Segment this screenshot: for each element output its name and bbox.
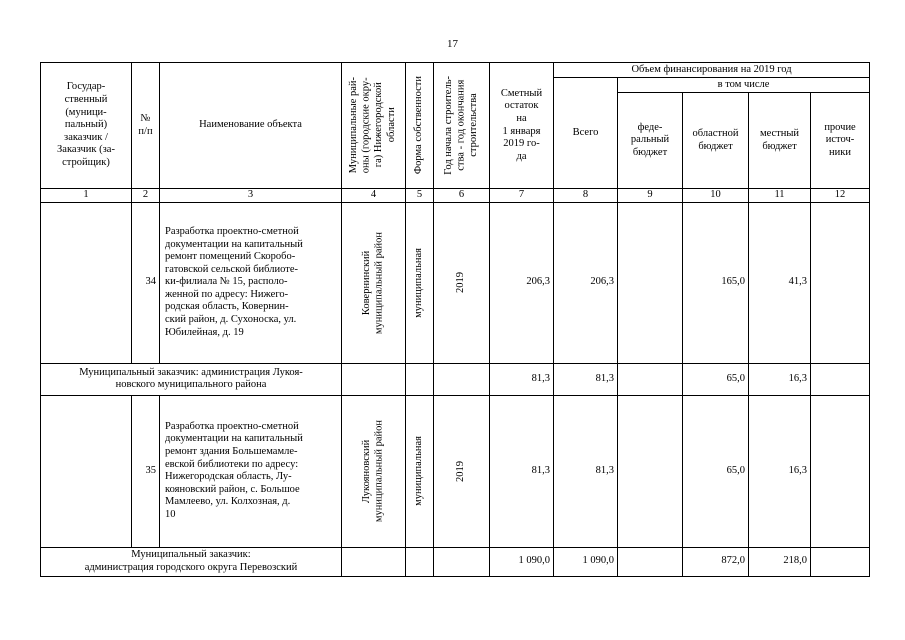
empty-cell (342, 547, 406, 576)
header-object-name: Наименование объекта (160, 63, 342, 189)
header-financing-group: Объем финансирования на 2019 год (554, 63, 870, 78)
empty-cell (406, 547, 434, 576)
header-other: прочие источ- ники (811, 93, 870, 189)
regional-value: 65,0 (683, 363, 749, 395)
subtotal-row (41, 363, 870, 395)
column-number: 7 (490, 189, 554, 203)
column-number: 6 (434, 189, 490, 203)
regional-value: 872,0 (683, 547, 749, 576)
estimate-value: 81,3 (490, 363, 554, 395)
header-districts: Муниципальные рай- оны (городские окру- га) Нижегородской области (342, 63, 406, 189)
header-ownership: Форма собственности (406, 63, 434, 189)
ownership-cell: муниципальная (406, 395, 434, 547)
subtotal-label: Муниципальный заказчик: администрация городского округа Перевозский (41, 547, 342, 576)
empty-cell (406, 363, 434, 395)
local-value: 16,3 (749, 363, 811, 395)
header-years: Год начала строитель- ства - год окончания строительства (434, 63, 490, 189)
header-customer: Государ- ственный (муници- пальный) заказчик / Заказчик (за- стройщик) (41, 63, 132, 189)
estimate-value: 81,3 (490, 395, 554, 547)
header-federal: феде- ральный бюджет (618, 93, 683, 189)
local-value: 218,0 (749, 547, 811, 576)
financing-table (40, 62, 870, 577)
column-number: 9 (618, 189, 683, 203)
column-number: 3 (160, 189, 342, 203)
estimate-value: 1 090,0 (490, 547, 554, 576)
total-value: 1 090,0 (554, 547, 618, 576)
ownership-cell: муниципальная (406, 202, 434, 363)
column-number: 1 (41, 189, 132, 203)
column-number: 12 (811, 189, 870, 203)
regional-value: 65,0 (683, 395, 749, 547)
federal-value (618, 547, 683, 576)
table-row (41, 202, 870, 363)
header-num: № п/п (132, 63, 160, 189)
column-number: 10 (683, 189, 749, 203)
page-number: 17 (447, 38, 458, 50)
empty-cell (434, 547, 490, 576)
local-value: 16,3 (749, 395, 811, 547)
estimate-value: 206,3 (490, 202, 554, 363)
table-row (41, 395, 870, 547)
customer-cell (41, 395, 132, 547)
column-number: 2 (132, 189, 160, 203)
federal-value (618, 363, 683, 395)
other-value (811, 547, 870, 576)
empty-cell (434, 363, 490, 395)
object-name: Разработка проектно-сметной документации на капитальный ремонт помещений Скоробо- гатовской сельской библиоте- ки-филиала № 15, располо- женной по адресу: Нижего- родская область, Ковернин- ский район, д. Сухоноска, ул. Юбилейная, д. 19 (160, 202, 342, 363)
header-regional: областной бюджет (683, 93, 749, 189)
local-value: 41,3 (749, 202, 811, 363)
other-value (811, 395, 870, 547)
header-total: Всего (554, 78, 618, 189)
header-including: в том числе (618, 78, 870, 93)
column-number: 5 (406, 189, 434, 203)
year-cell: 2019 (434, 395, 490, 547)
column-number: 11 (749, 189, 811, 203)
district-cell: Лукояновский муниципальный район (342, 395, 406, 547)
subtotal-row (41, 547, 870, 576)
empty-cell (342, 363, 406, 395)
subtotal-label: Муниципальный заказчик: администрация Лукоя- новского муниципального района (41, 363, 342, 395)
total-value: 81,3 (554, 363, 618, 395)
other-value (811, 202, 870, 363)
header-local: местный бюджет (749, 93, 811, 189)
column-number: 4 (342, 189, 406, 203)
federal-value (618, 395, 683, 547)
federal-value (618, 202, 683, 363)
customer-cell (41, 202, 132, 363)
object-name: Разработка проектно-сметной документации на капитальный ремонт здания Большемамле- евской библиотеки по адресу: Нижегородская область, Лу- кояновский район, с. Большое Мамлеево, ул. Колхозная, д. 10 (160, 395, 342, 547)
row-number: 34 (132, 202, 160, 363)
column-number-row (41, 189, 870, 203)
total-value: 81,3 (554, 395, 618, 547)
other-value (811, 363, 870, 395)
column-number: 8 (554, 189, 618, 203)
header-estimate-balance: Сметный остаток на 1 января 2019 го- да (490, 63, 554, 189)
district-cell: Ковернинский муниципальный район (342, 202, 406, 363)
regional-value: 165,0 (683, 202, 749, 363)
row-number: 35 (132, 395, 160, 547)
total-value: 206,3 (554, 202, 618, 363)
year-cell: 2019 (434, 202, 490, 363)
